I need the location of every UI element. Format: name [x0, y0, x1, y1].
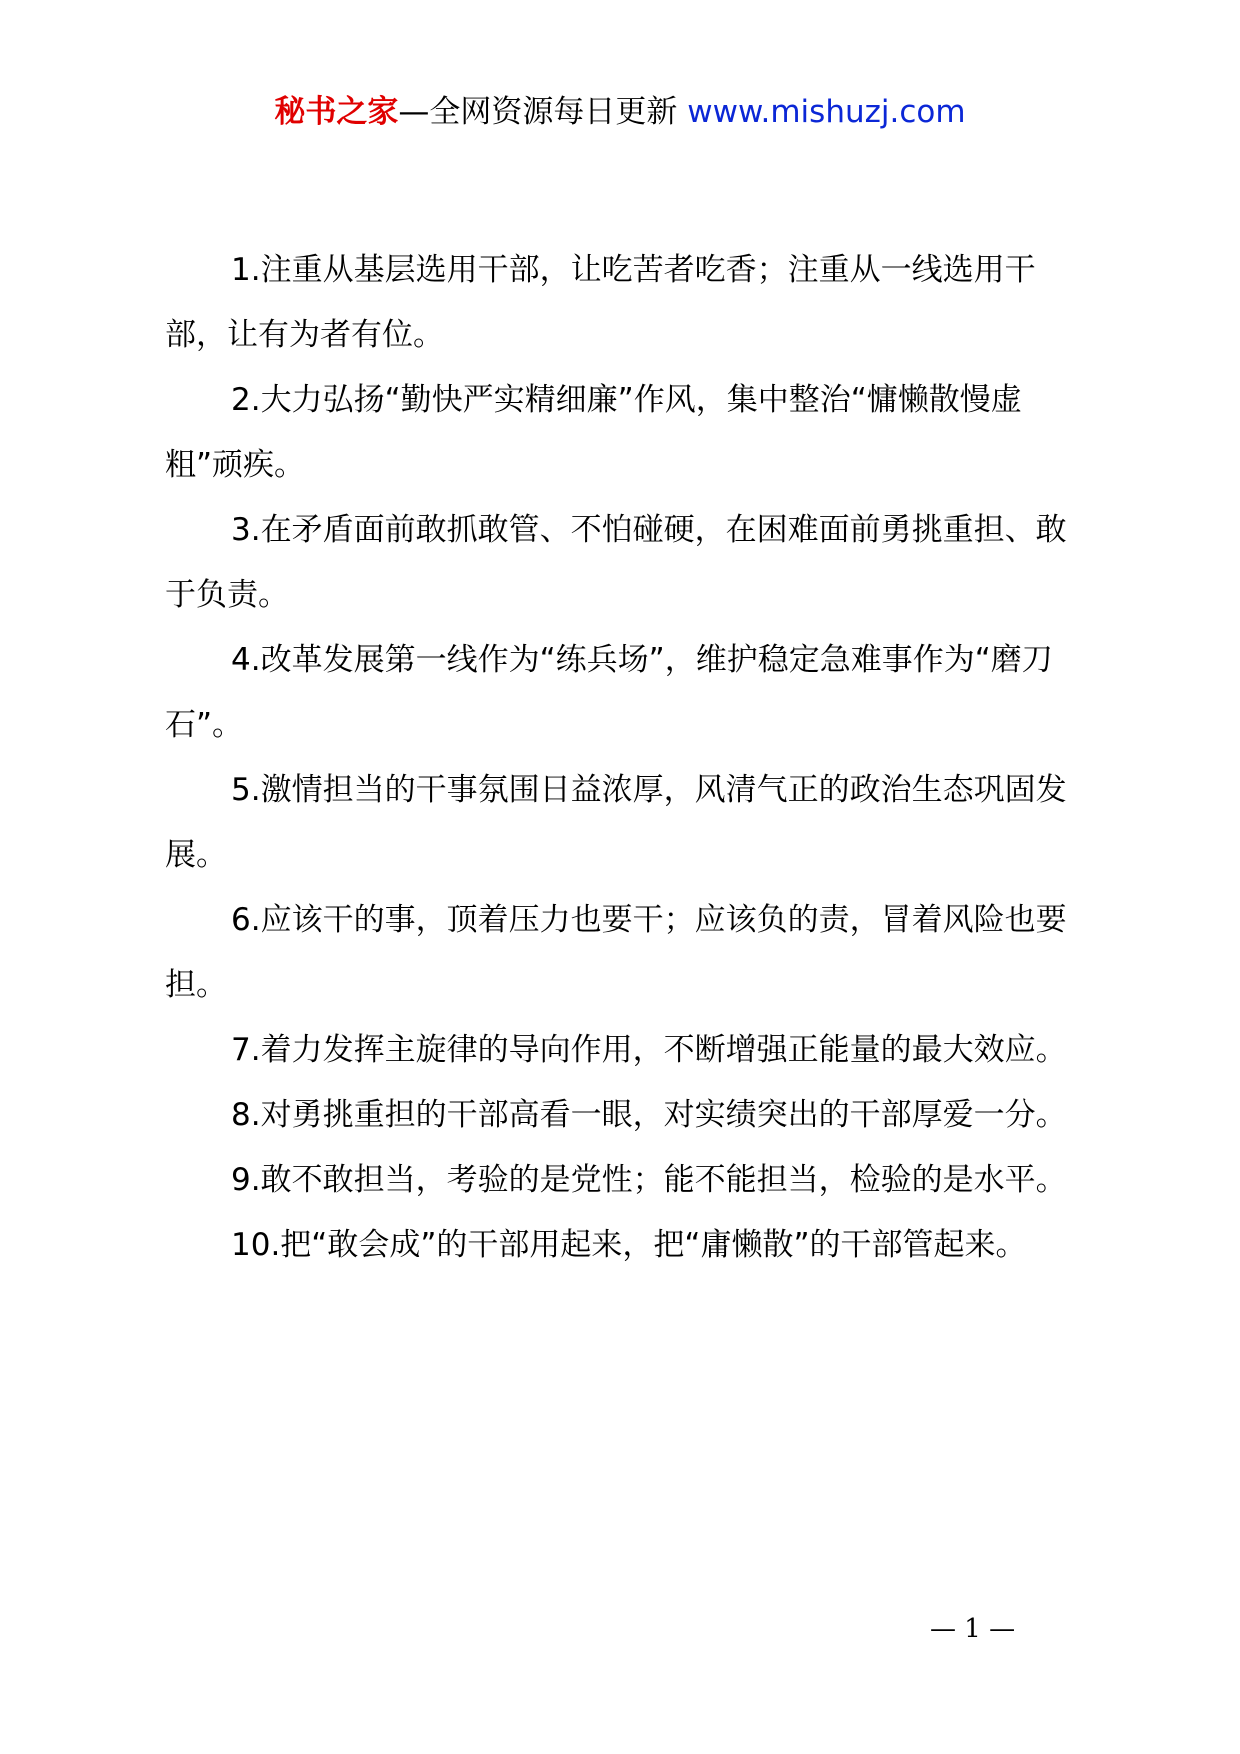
site-header	[0, 92, 1240, 132]
page-number: — 1 —	[930, 1614, 1016, 1644]
site-tagline: —全网资源每日更新	[398, 94, 688, 130]
list-item: 1.注重从基层选用干部，让吃苦者吃香；注重从一线选用干部，让有为者有位。	[165, 252, 1036, 353]
list-item: 7.着力发挥主旋律的导向作用，不断增强正能量的最大效应。	[231, 1032, 1067, 1068]
list-item: 6.应该干的事，顶着压力也要干；应该负的责，冒着风险也要担。	[165, 902, 1067, 1003]
list-item: 2.大力弘扬“勤快严实精细廉”作风，集中整治“慵懒散慢虚粗”顽疾。	[165, 382, 1022, 483]
list-item: 3.在矛盾面前敢抓敢管、不怕碰硬，在困难面前勇挑重担、敢于负责。	[165, 512, 1067, 613]
list-item: 5.激情担当的干事氛围日益浓厚，风清气正的政治生态巩固发展。	[165, 772, 1067, 873]
list-item: 9.敢不敢担当，考验的是党性；能不能担当，检验的是水平。	[231, 1162, 1067, 1198]
list-item: 8.对勇挑重担的干部高看一眼，对实绩突出的干部厚爱一分。	[231, 1097, 1067, 1133]
list-item: 10.把“敢会成”的干部用起来，把“庸懒散”的干部管起来。	[231, 1227, 1027, 1263]
site-url-link[interactable]: www.mishuzj.com	[687, 94, 966, 130]
site-brand: 秘书之家	[274, 94, 399, 130]
document-body	[165, 238, 1085, 1278]
list-item: 4.改革发展第一线作为“练兵场”，维护稳定急难事作为“磨刀石”。	[165, 642, 1053, 743]
